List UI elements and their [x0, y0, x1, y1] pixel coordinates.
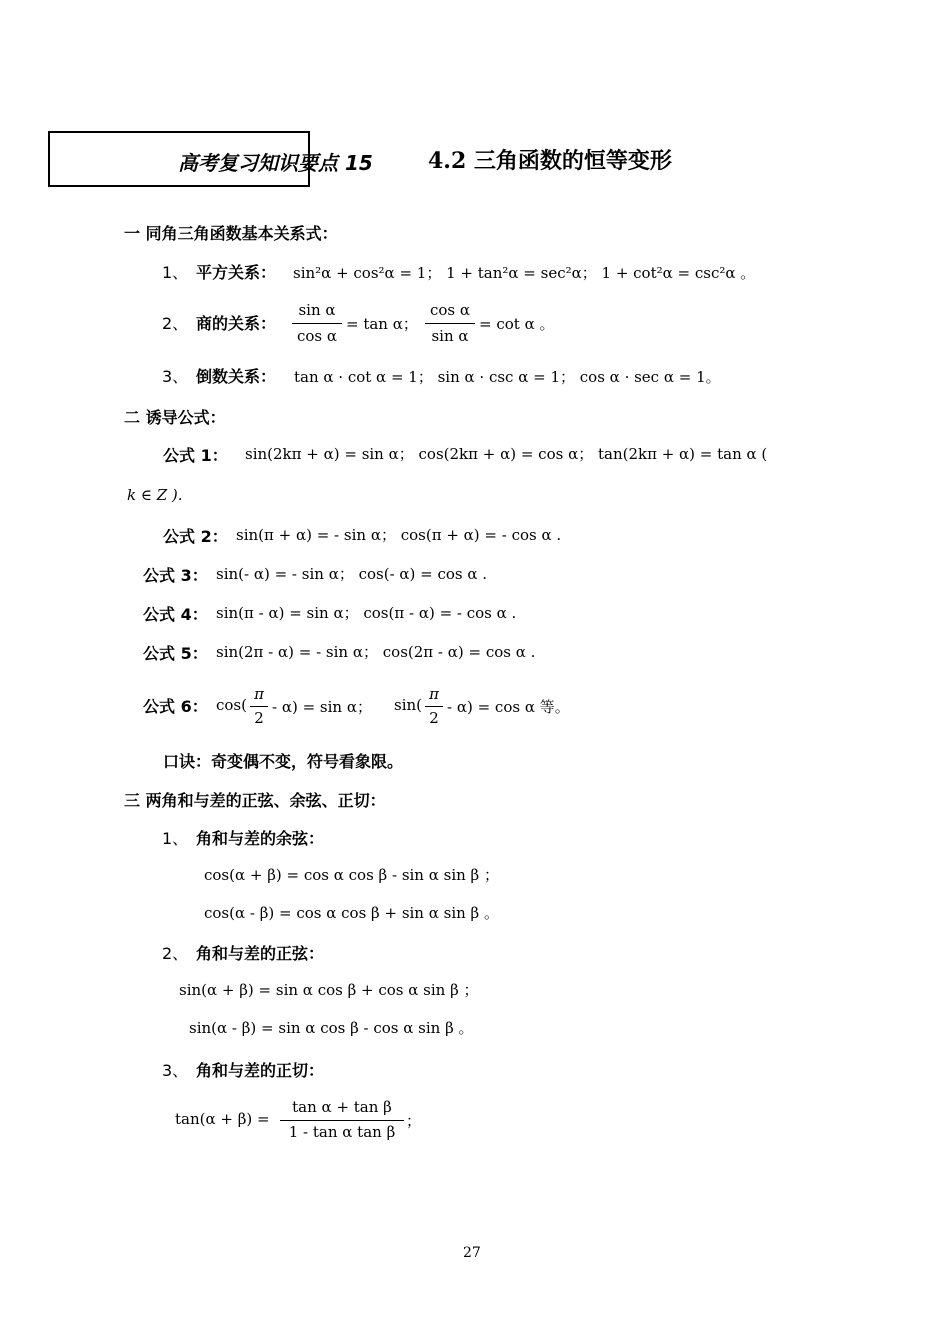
tan-item-number: 3、: [162, 1061, 189, 1080]
tan-item-label: 角和与差的正切：: [196, 1061, 325, 1080]
mnemonic: 口诀：奇变偶不变，符号看象限。: [163, 752, 404, 771]
formula2: sin(π + α) = - sin α； cos(π + α) = - cos α .: [236, 526, 562, 544]
item1-formula: sin²α + cos²α = 1； 1 + tan²α = sec²α； 1 + cot²α = csc²α 。: [293, 264, 756, 282]
item2-label: 商的关系：: [196, 314, 277, 333]
quotient-1-rhs: = tan α；: [346, 315, 418, 333]
item3-number: 3、: [162, 367, 189, 386]
item1-number: 1、: [162, 263, 189, 282]
formula4: sin(π - α) = sin α； cos(π - α) = - cos α .: [216, 604, 517, 622]
tan-sum-lhs: tan(α + β) =: [175, 1110, 270, 1128]
formula4-label: 公式 4：: [143, 605, 208, 624]
formula6-b-numerator: π: [429, 685, 439, 703]
formula2-label: 公式 2：: [163, 527, 228, 546]
formula1: sin(2kπ + α) = sin α； cos(2kπ + α) = cos α； tan(2kπ + α) = tan α (: [245, 445, 768, 463]
cos-diff-formula: cos(α - β) = cos α cos β + sin α sin β 。: [204, 904, 499, 922]
title-label: 高考复习知识要点 15: [178, 151, 373, 175]
cos-sum-formula: cos(α + β) = cos α cos β - sin α sin β ；: [204, 866, 499, 884]
item2-number: 2、: [162, 314, 189, 333]
formula6-b-bar: [425, 706, 443, 707]
formula5: sin(2π - α) = - sin α； cos(2π - α) = cos α .: [216, 643, 536, 661]
page-number: 27: [463, 1245, 481, 1261]
quotient-2-numerator: cos α: [429, 301, 471, 319]
quotient-1-numerator: sin α: [298, 301, 336, 319]
quotient-1-bar: [292, 323, 342, 324]
formula5-label: 公式 5：: [143, 644, 208, 663]
tan-sum-numerator: tan α + tan β: [292, 1098, 392, 1116]
quotient-2-rhs: = cot α 。: [479, 315, 555, 333]
quotient-1-denominator: cos α: [296, 327, 338, 345]
formula6-a-denominator: 2: [254, 709, 264, 727]
item1-label: 平方关系：: [196, 263, 277, 282]
formula3: sin(- α) = - sin α； cos(- α) = cos α .: [216, 565, 488, 583]
quotient-2-bar: [425, 323, 475, 324]
formula3-label: 公式 3：: [143, 566, 208, 585]
tan-sum-tail: ；: [406, 1112, 422, 1130]
formula6-a-suffix: - α) = sin α；: [272, 698, 372, 716]
formula6-a-numerator: π: [254, 685, 264, 703]
formula1-condition: k ∈ Z ).: [127, 486, 183, 504]
formula6-b-denominator: 2: [429, 709, 439, 727]
section2-heading: 二 诱导公式：: [124, 408, 226, 427]
tan-sum-denominator: 1 - tan α tan β: [288, 1123, 396, 1141]
cos-item-number: 1、: [162, 829, 189, 848]
section1-heading: 一 同角三角函数基本关系式：: [124, 224, 338, 243]
sin-diff-formula: sin(α - β) = sin α cos β - cos α sin β 。: [189, 1019, 474, 1037]
section3-heading: 三 两角和与差的正弦、余弦、正切：: [124, 791, 386, 810]
item3-label: 倒数关系：: [196, 367, 277, 386]
formula6-b-prefix: sin(: [394, 696, 423, 714]
formula1-label: 公式 1：: [163, 446, 228, 465]
quotient-2-denominator: sin α: [431, 327, 469, 345]
item3-formula: tan α · cot α = 1； sin α · csc α = 1； cos α · sec α = 1。: [294, 368, 721, 386]
cos-item-label: 角和与差的余弦：: [196, 829, 325, 848]
formula6-b-suffix: - α) = cos α 等。: [447, 698, 570, 716]
formula6-a-bar: [250, 706, 268, 707]
title-topic: 4.2 三角函数的恒等变形: [428, 148, 672, 174]
formula6-a-prefix: cos(: [216, 696, 247, 714]
formula6-label: 公式 6：: [143, 697, 208, 716]
sin-item-label: 角和与差的正弦：: [196, 944, 325, 963]
tan-sum-bar: [280, 1120, 404, 1121]
sin-item-number: 2、: [162, 944, 189, 963]
sin-sum-formula: sin(α + β) = sin α cos β + cos α sin β ；: [179, 981, 479, 999]
